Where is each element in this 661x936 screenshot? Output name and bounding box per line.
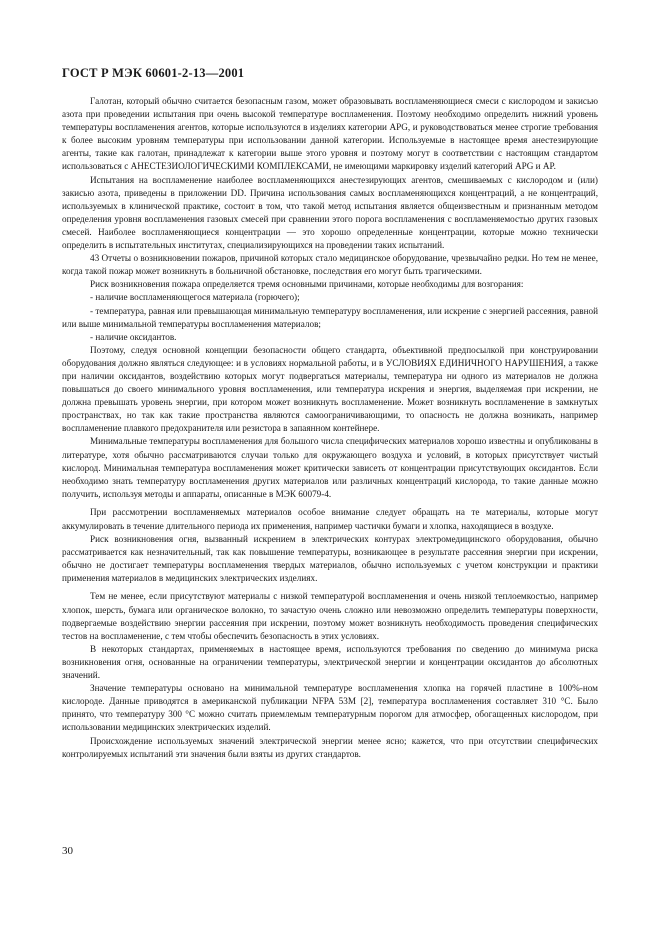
- paragraph-halothane: Галотан, который обычно считается безопасным газом, может образовывать воспламеняющиеся смеси с кислородом и закисью азота при проведении испытания при очень высокой температуре воспламенения. Поэтому необходимо определить нижний уровень температуры воспламенения агентов, которые используются в изделиях категории APG, и руководствоваться менее строгие требования к более высоким уровням температуры при использовании данной категории. Используемые в настоящее время анестезирующие агенты, такие как галотан, принадлежат к категории выше этого уровня и поэтому могут в соответствии с настоящим стандартом использоваться с АНЕСТЕЗИОЛОГИЧЕСКИМИ КОМПЛЕКСАМИ, не имеющими маркировку изделий категорий APG и AP.: [62, 96, 598, 172]
- paragraph-electrical-energy-origin: Происхождение используемых значений электрической энергии менее ясно; кажется, что при отсутствии специфических контролируемых испытаний эти значения были взяты из других стандартов.: [62, 735, 598, 759]
- list-item-fuel: - наличие воспламеняющегося материала (горючего);: [90, 292, 300, 303]
- paragraph-fire-risk-causes: Риск возникновения пожара определяется тремя основными причинами, которые необходимы для возгорания:: [90, 279, 524, 290]
- paragraph-flammability-tests: Испытания на воспламенение наиболее воспламеняющихся анестезирующих агентов, смешиваемых с кислородом и (или) закисью азота, приведены в приложении DD. Причина использования самых воспламеняющихся концентраций, а не концентраций, используемых в клинической практике, состоит в том, что такой метод испытания является общеизвестным и признанным методом определения уровня воспламенения газовых смесей при сравнении этого порога воспламенения с воспламеняемостью других газовых смесей. Наиболее воспламеняющиеся концентрации — это хорошо определенные концентрации, которые можно технически определить в испытательных институтах, специализирующихся на проведении таких испытаний.: [62, 174, 598, 251]
- standard-header: ГОСТ Р МЭК 60601-2-13—2001: [62, 66, 245, 80]
- page-number: 30: [62, 845, 73, 857]
- paragraph-sparking-risk: Риск возникновения огня, вызванный искрением в электрических контурах электромедицинского оборудования, обычно рассматривается как незначительный, так как повышение температуры, возникающее в результате рассеяния энергии при искрении, обычно не достигает температуры воспламенения твердых материалов, обычно используемых с учетом конструкции и практики применения материалов в медицинских электрических изделиях.: [62, 533, 598, 583]
- paragraph-temperature-value: Значение температуры основано на минимальной температуре воспламенения хлопка на горячей пластине в 100%-ном кислороде. Данные приводятся в американской публикации NFPA 53M [2], температура воспламенения составляет 310 °С. Было принято, что температуру 300 °С можно считать приемлемым температурным порогом для атмосфер, обогащенных кислородом, при использовании медицинских электрических изделий.: [62, 683, 598, 733]
- list-item-temperature: - температура, равная или превышающая минимальную температуру воспламенения, или искрение с энергией рассеяния, равной или выше минимальной температуры воспламенения материалов;: [62, 305, 598, 329]
- paragraph-low-ignition-materials: Тем не менее, если присутствуют материалы с низкой температурой воспламенения и очень низкой теплоемкостью, например хлопок, шерсть, бумага или органическое волокно, то зачастую очень сложно или невозможно определить температуры поверхности, подвергаемые воздействию энергии рассеяния при искрении, поэтому может возникнуть необходимость проведения специфических тестов на воспламенение, с тем чтобы обеспечить безопасность в этих условиях.: [62, 591, 598, 641]
- document-body: [62, 95, 598, 761]
- paragraph-43-fire-reports: 43 Отчеты о возникновении пожаров, причиной которых стало медицинское оборудование, чрезвычайно редки. Но тем не менее, когда такой пожар может возникнуть в больничной обстановке, последствия его могут быть трагическими.: [62, 253, 598, 277]
- paragraph-minimum-ignition-temps: Минимальные температуры воспламенения для большого числа специфических материалов хорошо известны и опубликованы в литературе, хотя обычно рассматриваются случаи только для окружающего воздуха и условий, в которых присутствует чистый кислород. Минимальная температура воспламенения может критически зависеть от концентрации присутствующих оксидантов. Если необходимо знать температуру воспламенения других материалов или различных концентраций кислорода, то такие данные можно получить, используя методы и аппараты, описанные в МЭК 60079-4.: [62, 436, 598, 499]
- list-item-oxidants: - наличие оксидантов.: [90, 331, 177, 342]
- paragraph-standards-requirements: В некоторых стандартах, применяемых в настоящее время, используются требования по сведению до минимума риска возникновения огня, основанные на ограничении температуры, электрической энергии и концентрации оксидантов до абсолютных значений.: [62, 643, 598, 681]
- paragraph-accumulating-materials: При рассмотрении воспламеняемых материалов особое внимание следует обращать на те материалы, которые могут аккумулировать в течение длительного периода их применения, например частички бумаги и хлопка, находящиеся в воздухе.: [62, 507, 598, 531]
- paragraph-safety-concept: Поэтому, следуя основной концепции безопасности общего стандарта, объективной предпосылкой при конструировании оборудования должно являться следующее: и в условиях нормальной работы, и в УСЛОВИЯХ ЕДИНИЧНОГО НАРУШЕНИЯ, а также при наличии оксидантов, воздействию которых могут подвергаться материалы, температура ни одного из материалов не должна повышаться до своего минимального уровня воспламенения, или температура искрения и энергия, выделяемая при искрении, не должна превышать уровень энергии, при котором может возникнуть воспламенение. Может возникнуть воспламенение в замкнутых пространствах, но так как такие пространства являются самоограничивающими, то опасность не должна возникать, например воспламенение плавкого предохранителя или резистора в запаянном контейнере.: [62, 344, 598, 434]
